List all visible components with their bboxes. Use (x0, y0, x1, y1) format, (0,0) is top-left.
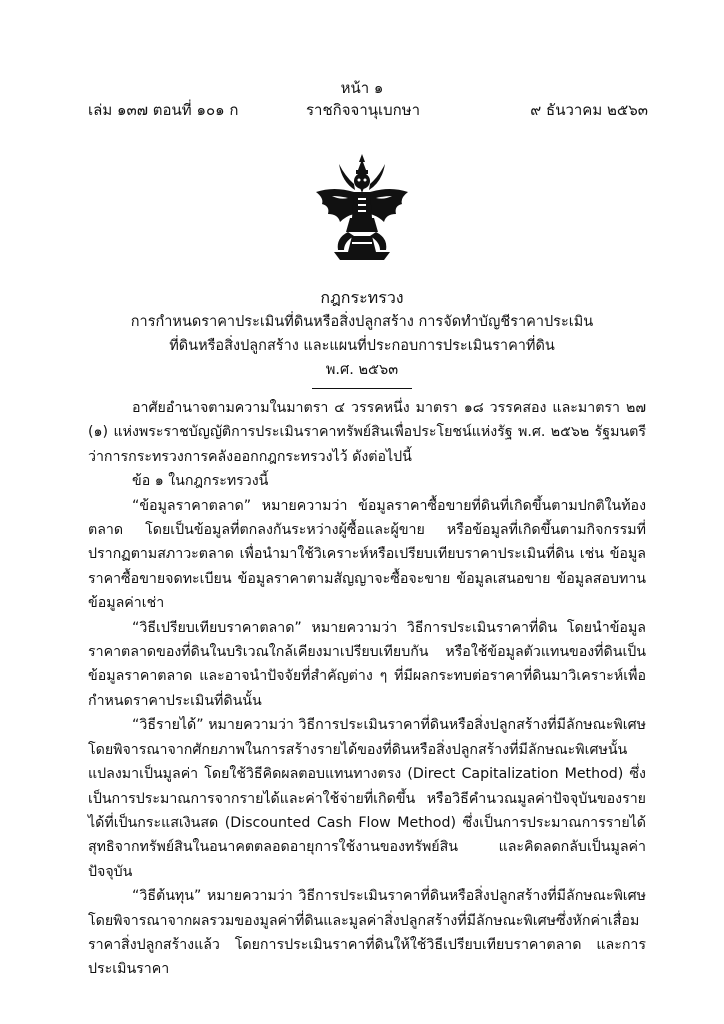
regulation-year: พ.ศ. ๒๕๖๓ (325, 362, 399, 378)
clause-1-paragraph: ข้อ ๑ ในกฎกระทรวงนี้ (132, 473, 269, 490)
garuda-emblem-icon (312, 152, 412, 264)
regulation-title: กฎกระทรวง (320, 288, 404, 307)
definition-income-approach: “วิธีรายได้” หมายความว่า วิธีการประเมินราคาที่ดินหรือสิ่งปลูกสร้างที่มีลักษณะพิเศษ โดยพิจารณาจากศักยภาพในการสร้างรายได้ของที่ดินหรือสิ่งปลูกสร้างที่มีลักษณะพิเศษนั้น แปลงมาเป็นมูลค่า โดยใช้วิธีคิดผลตอบแทนทางตรง (Direct Capitalization Method) ซึ่งเป็นการประมาณการจากรายได้และค่าใช้จ่ายที่เกิดขึ้น หรือวิธีคำนวณมูลค่าปัจจุบันของรายได้ที่เป็นกระแสเงินสด (Discounted Cash Flow Method) ซึ่งเป็นการประมาณการรายได้สุทธิจากทรัพย์สินในอนาคตตลอดอายุการใช้งานของทรัพย์สิน และคิดลดกลับเป็นมูลค่าปัจจุบัน (88, 717, 646, 880)
regulation-subtitle-line-2: ที่ดินหรือสิ่งปลูกสร้าง และแผนที่ประกอบการประเมินราคาที่ดิน (169, 338, 555, 354)
definition-market-comparison: “วิธีเปรียบเทียบราคาตลาด” หมายความว่า วิธีการประเมินราคาที่ดิน โดยนำข้อมูลราคาตลาดของที่ดินในบริเวณใกล้เคียงมาเปรียบเทียบกัน หรือใช้ข้อมูลตัวแทนของที่ดินเป็นข้อมูลราคาตลาด และอาจนำปัจจัยที่สำคัญต่าง ๆ ที่มีผลกระทบต่อราคาที่ดินมาวิเคราะห์เพื่อกำหนดราคาประเมินที่ดินนั้น (88, 619, 646, 709)
regulation-title-block (0, 286, 724, 389)
gazette-name: ราชกิจจานุเบกษา (306, 101, 421, 119)
preamble-paragraph: อาศัยอำนาจตามความในมาตรา ๔ วรรคหนึ่ง มาตรา ๑๘ วรรคสอง และมาตรา ๒๗ (๑) แห่งพระราชบัญญัติการประเมินราคาทรัพย์สินเพื่อประโยชน์แห่งรัฐ พ.ศ. ๒๕๖๒ รัฐมนตรีว่าการกระทรวงการคลังออกกฎกระทรวงไว้ ดังต่อไปนี้ (88, 400, 646, 465)
regulation-subtitle-line-1: การกำหนดราคาประเมินที่ดินหรือสิ่งปลูกสร้าง การจัดทำบัญชีราคาประเมิน (130, 314, 594, 330)
title-divider (312, 388, 412, 389)
definition-cost-approach: “วิธีต้นทุน” หมายความว่า วิธีการประเมินราคาที่ดินหรือสิ่งปลูกสร้างที่มีลักษณะพิเศษ โดยพิจารณาจากผลรวมของมูลค่าที่ดินและมูลค่าสิ่งปลูกสร้างที่มีลักษณะพิเศษซึ่งหักค่าเสื่อมราคาสิ่งปลูกสร้างแล้ว โดยการประเมินราคาที่ดินให้ใช้วิธีเปรียบเทียบราคาตลาด และการประเมินราคา (88, 888, 646, 978)
volume-issue: เล่ม ๑๓๗ ตอนที่ ๑๐๑ ก (88, 101, 239, 119)
page-number: หน้า ๑ (340, 79, 384, 97)
publication-date: ๙ ธันวาคม ๒๕๖๓ (530, 101, 648, 119)
gazette-header (88, 98, 648, 122)
definition-market-data: “ข้อมูลราคาตลาด” หมายความว่า ข้อมูลราคาซื้อขายที่ดินที่เกิดขึ้นตามปกติในท้องตลาด โดยเป็นข้อมูลที่ตกลงกันระหว่างผู้ซื้อและผู้ขาย หรือข้อมูลที่เกิดขึ้นตามกิจกรรมที่ปรากฏตามสภาวะตลาด เพื่อนำมาใช้วิเคราะห์หรือเปรียบเทียบราคาประเมินที่ดิน เช่น ข้อมูลราคาซื้อขายจดทะเบียน ข้อมูลราคาตามสัญญาจะซื้อจะขาย ข้อมูลเสนอขาย ข้อมูลสอบทาน ข้อมูลค่าเช่า (88, 497, 646, 612)
regulation-body (88, 396, 646, 982)
